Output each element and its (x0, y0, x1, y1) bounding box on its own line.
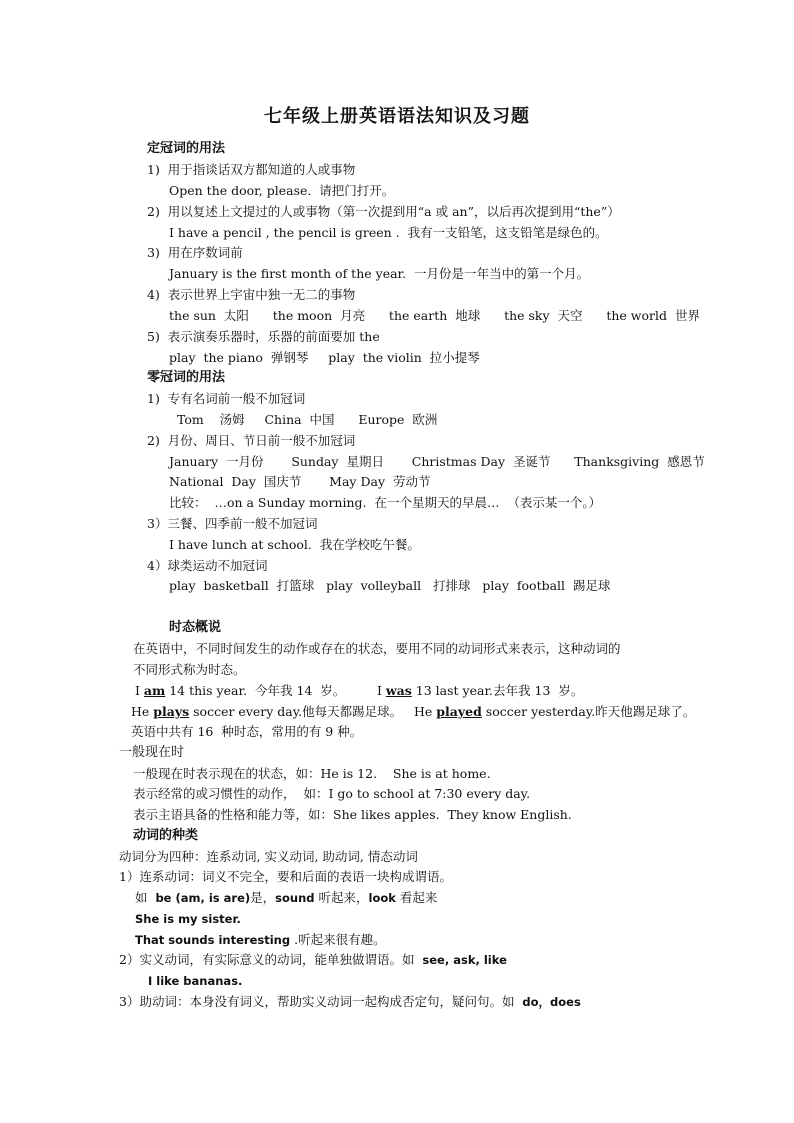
zero-rule-3: 3）三餐、四季前一般不加冠词 (147, 516, 318, 531)
zero-rule-2-comparison: 比较： …on a Sunday morning. 在一个星期天的早晨… （表示某一个。） (169, 495, 602, 510)
verb-types-heading: 动词的种类 (133, 828, 199, 843)
example-bold: That sounds interesting (135, 933, 295, 947)
tense-example-am (135, 683, 345, 699)
tense-count: 英语中共有 16 种时态，常用的有 9 种。 (131, 724, 363, 739)
zero-rule-2: 2) 月份、周日、节日前一般不加冠词 (147, 433, 356, 448)
example-text: 听起来， (314, 890, 369, 905)
zero-rule-2-example-2: National Day 国庆节 May Day 劳动节 (169, 474, 431, 489)
example-bold: be (am, is are) (155, 891, 251, 905)
example-text: 13 last year.去年我 13 岁。 (411, 683, 584, 698)
underlined-verb: played (436, 704, 482, 719)
tense-example-was (377, 683, 583, 699)
tense-overview-heading: 时态概说 (169, 620, 222, 635)
tense-paragraph-line-1: 在英语中，不同时间发生的动作或存在的状态，要用不同的动词形式来表示，这种动词的 (133, 641, 621, 656)
zero-rule-1: 1) 专有名词前一般不加冠词 (147, 391, 306, 406)
verb-type-2 (119, 952, 507, 968)
definite-rule-3-example: January is the first month of the year. 一月份是一年当中的第一个月。 (169, 266, 590, 281)
example-text: soccer every day.他每天都踢足球。 (189, 704, 403, 719)
example-text: 14 this year. 今年我 14 岁。 (165, 683, 346, 698)
example-bold: sound (275, 891, 315, 905)
definite-rule-5-example: play the piano 弹钢琴 play the violin 拉小提琴 (169, 350, 480, 365)
simple-present-line-3: 表示主语具备的性格和能力等，如：She likes apples. They know English. (133, 807, 572, 822)
definite-rule-1: 1) 用于指谈话双方都知道的人或事物 (147, 162, 356, 177)
simple-present-line-2: 表示经常的或习惯性的动作， 如：I go to school at 7:30 every day. (133, 786, 531, 801)
verb-type-1-sentence-1: She is my sister. (135, 912, 241, 926)
example-text: I (135, 683, 144, 698)
tense-paragraph-line-2: 不同形式称为时态。 (133, 662, 246, 677)
zero-rule-2-example-1: January 一月份 Sunday 星期日 Christmas Day 圣诞节 Thanksgiving 感恩节 (169, 454, 705, 469)
definite-rule-4-example: the sun 太阳 the moon 月亮 the earth 地球 the sky 天空 the world 世界 (169, 308, 700, 323)
definite-rule-4: 4) 表示世界上宇宙中独一无二的事物 (147, 287, 356, 302)
underlined-verb: am (143, 683, 166, 698)
example-bold: see, ask, like (422, 953, 507, 967)
verb-type-1: 1）连系动词：词义不完全，要和后面的表语一块构成谓语。 (119, 869, 452, 884)
underlined-verb: plays (153, 704, 190, 719)
zero-rule-4-example: play basketball 打篮球 play volleyball 打排球 play football 踢足球 (169, 578, 611, 593)
definite-rule-1-example: Open the door, please. 请把门打开。 (169, 183, 395, 198)
simple-present-heading: 一般现在时 (119, 745, 185, 760)
example-text: 看起来 (395, 890, 438, 905)
example-text: 如 (135, 890, 156, 905)
definite-rule-5: 5) 表示演奏乐器时，乐器的前面要加 the (147, 329, 380, 344)
example-text: soccer yesterday.昨天他踢足球了。 (481, 704, 696, 719)
verb-type-1-sentence-2 (135, 932, 386, 948)
definite-rule-2: 2) 用以复述上文提过的人或事物（第一次提到用“a 或 an”，以后再次提到用“the”） (147, 204, 620, 219)
definite-rule-2-example: I have a pencil , the pencil is green . 我有一支铅笔，这支铅笔是绿色的。 (169, 225, 608, 240)
tense-example-plays (131, 704, 402, 720)
tense-example-played (414, 704, 695, 720)
verb-type-2-example: I like bananas. (148, 974, 243, 988)
zero-rule-4: 4）球类运动不加冠词 (147, 558, 268, 573)
zero-article-heading: 零冠词的用法 (147, 370, 226, 385)
verb-type-1-examples (135, 890, 437, 906)
example-text: I (377, 683, 386, 698)
verb-type-3 (119, 994, 581, 1010)
definite-rule-3: 3) 用在序数词前 (147, 245, 243, 260)
example-bold: do，does (522, 995, 581, 1009)
example-text: .听起来很有趣。 (294, 932, 386, 947)
example-text: 是， (250, 890, 276, 905)
underlined-verb: was (385, 683, 412, 698)
verb-types-intro: 动词分为四种：连系动词, 实义动词, 助动词, 情态动词 (119, 849, 418, 864)
zero-rule-1-example: Tom 汤姆 China 中国 Europe 欧洲 (169, 412, 438, 427)
example-text: He (414, 704, 437, 719)
example-bold: look (368, 891, 396, 905)
example-text: 2）实义动词，有实际意义的动词，能单独做谓语。如 (119, 952, 423, 967)
example-text: 3）助动词：本身没有词义，帮助实义动词一起构成否定句，疑问句。如 (119, 994, 523, 1009)
example-text: He (131, 704, 154, 719)
simple-present-line-1: 一般现在时表示现在的状态，如：He is 12. She is at home. (133, 766, 491, 781)
page-title: 七年级上册英语语法知识及习题 (264, 106, 530, 127)
definite-article-heading: 定冠词的用法 (147, 141, 226, 156)
zero-rule-3-example: I have lunch at school. 我在学校吃午餐。 (169, 537, 420, 552)
